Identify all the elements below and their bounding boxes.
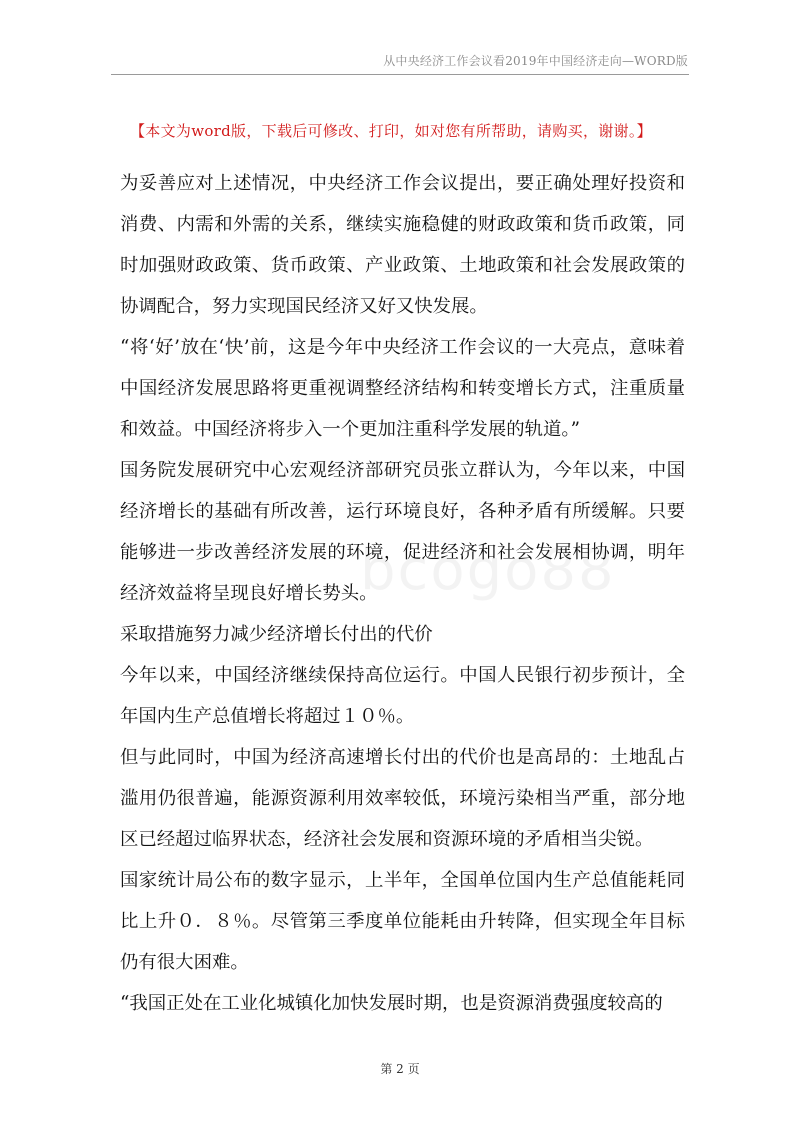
paragraph: 国家统计局公布的数字显示，上半年，全国单位国内生产总值能耗同比上升０．８％。尽管第三季度单位能耗由升转降，但实现全年目标仍有很大困难。	[120, 870, 685, 973]
document-body	[120, 163, 685, 1024]
paragraph: “我国正处在工业化城镇化加快发展时期，也是资源消费强度较高的	[120, 993, 663, 1014]
paragraph: 国务院发展研究中心宏观经济部研究员张立群认为，今年以来，中国经济增长的基础有所改善，运行环境良好，各种矛盾有所缓解。只要能够进一步改善经济发展的环境，促进经济和社会发展相协调，明年经济效益将呈现良好增长势头。	[120, 460, 685, 604]
paragraph: 今年以来，中国经济继续保持高位运行。中国人民银行初步预计，全年国内生产总值增长将超过１０％。	[120, 665, 685, 727]
paragraph: 但与此同时，中国为经济高速增长付出的代价也是高昂的：土地乱占滥用仍很普遍，能源资源利用效率较低，环境污染相当严重，部分地区已经超过临界状态，经济社会发展和资源环境的矛盾相当尖锐。	[120, 747, 685, 850]
paragraph: 为妥善应对上述情况，中央经济工作会议提出，要正确处理好投资和消费、内需和外需的关系，继续实施稳健的财政政策和货币政策，同时加强财政政策、货币政策、产业政策、土地政策和社会发展政策的协调配合，努力实现国民经济又好又快发展。	[120, 173, 685, 317]
section-heading: 采取措施努力减少经济增长付出的代价	[120, 624, 433, 645]
header-divider	[111, 74, 689, 75]
paragraph: “将‘好’放在‘快’前，这是今年中央经济工作会议的一大亮点，意味着中国经济发展思路将更重视调整经济结构和转变增长方式，注重质量和效益。中国经济将步入一个更加注重科学发展的轨道。”	[120, 337, 685, 440]
running-header: 从中央经济工作会议看2019年中国经济走向—WORD版	[383, 54, 688, 68]
page-number: 第 2 页	[380, 1062, 420, 1076]
download-notice: 【本文为word版，下载后可修改、打印，如对您有所帮助，请购买，谢谢。】	[130, 122, 652, 140]
